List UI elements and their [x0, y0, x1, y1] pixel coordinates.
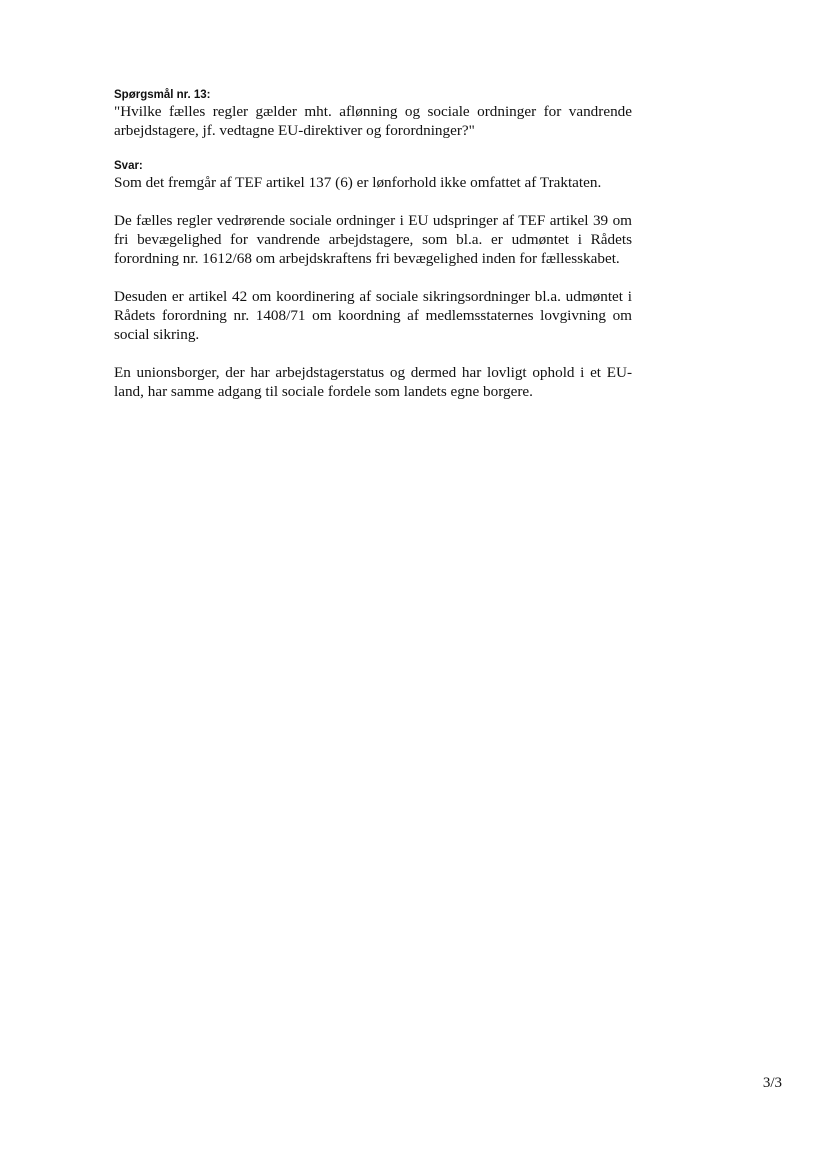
page-number: 3/3	[762, 1075, 782, 1091]
answer-paragraph-3: Desuden er artikel 42 om koordinering af sociale sikringsordninger bl.a. udmøntet i Rådets forordning nr. 1408/71 om koordning af medlemsstaternes lovgivning om social sikring.	[114, 288, 632, 343]
spacer	[114, 192, 632, 211]
spacer	[114, 268, 632, 287]
answer-paragraph-4: En unionsborger, der har arbejdstagerstatus og dermed har lovligt ophold i et EU-land, har samme adgang til sociale fordele som landets egne borgere.	[114, 364, 632, 400]
document-content	[114, 88, 632, 401]
spacer	[114, 344, 632, 363]
answer-paragraph-2: De fælles regler vedrørende sociale ordninger i EU udspringer af TEF artikel 39 om fri bevægelighed for vandrende arbejdstagere, som bl.a. er udmøntet i Rådets forordning nr. 1612/68 om arbejdskraftens fri bevægelighed inden for fællesskabet.	[114, 212, 632, 267]
answer-paragraph-1: Som det fremgår af TEF artikel 137 (6) er lønforhold ikke omfattet af Traktaten.	[114, 174, 602, 191]
question-text: "Hvilke fælles regler gælder mht. aflønning og sociale ordninger for vandrende arbejdstagere, jf. vedtagne EU-direktiver og forordninger?"	[114, 103, 632, 139]
spacer	[114, 140, 632, 159]
question-heading: Spørgsmål nr. 13:	[114, 89, 211, 101]
answer-heading: Svar:	[114, 160, 143, 172]
